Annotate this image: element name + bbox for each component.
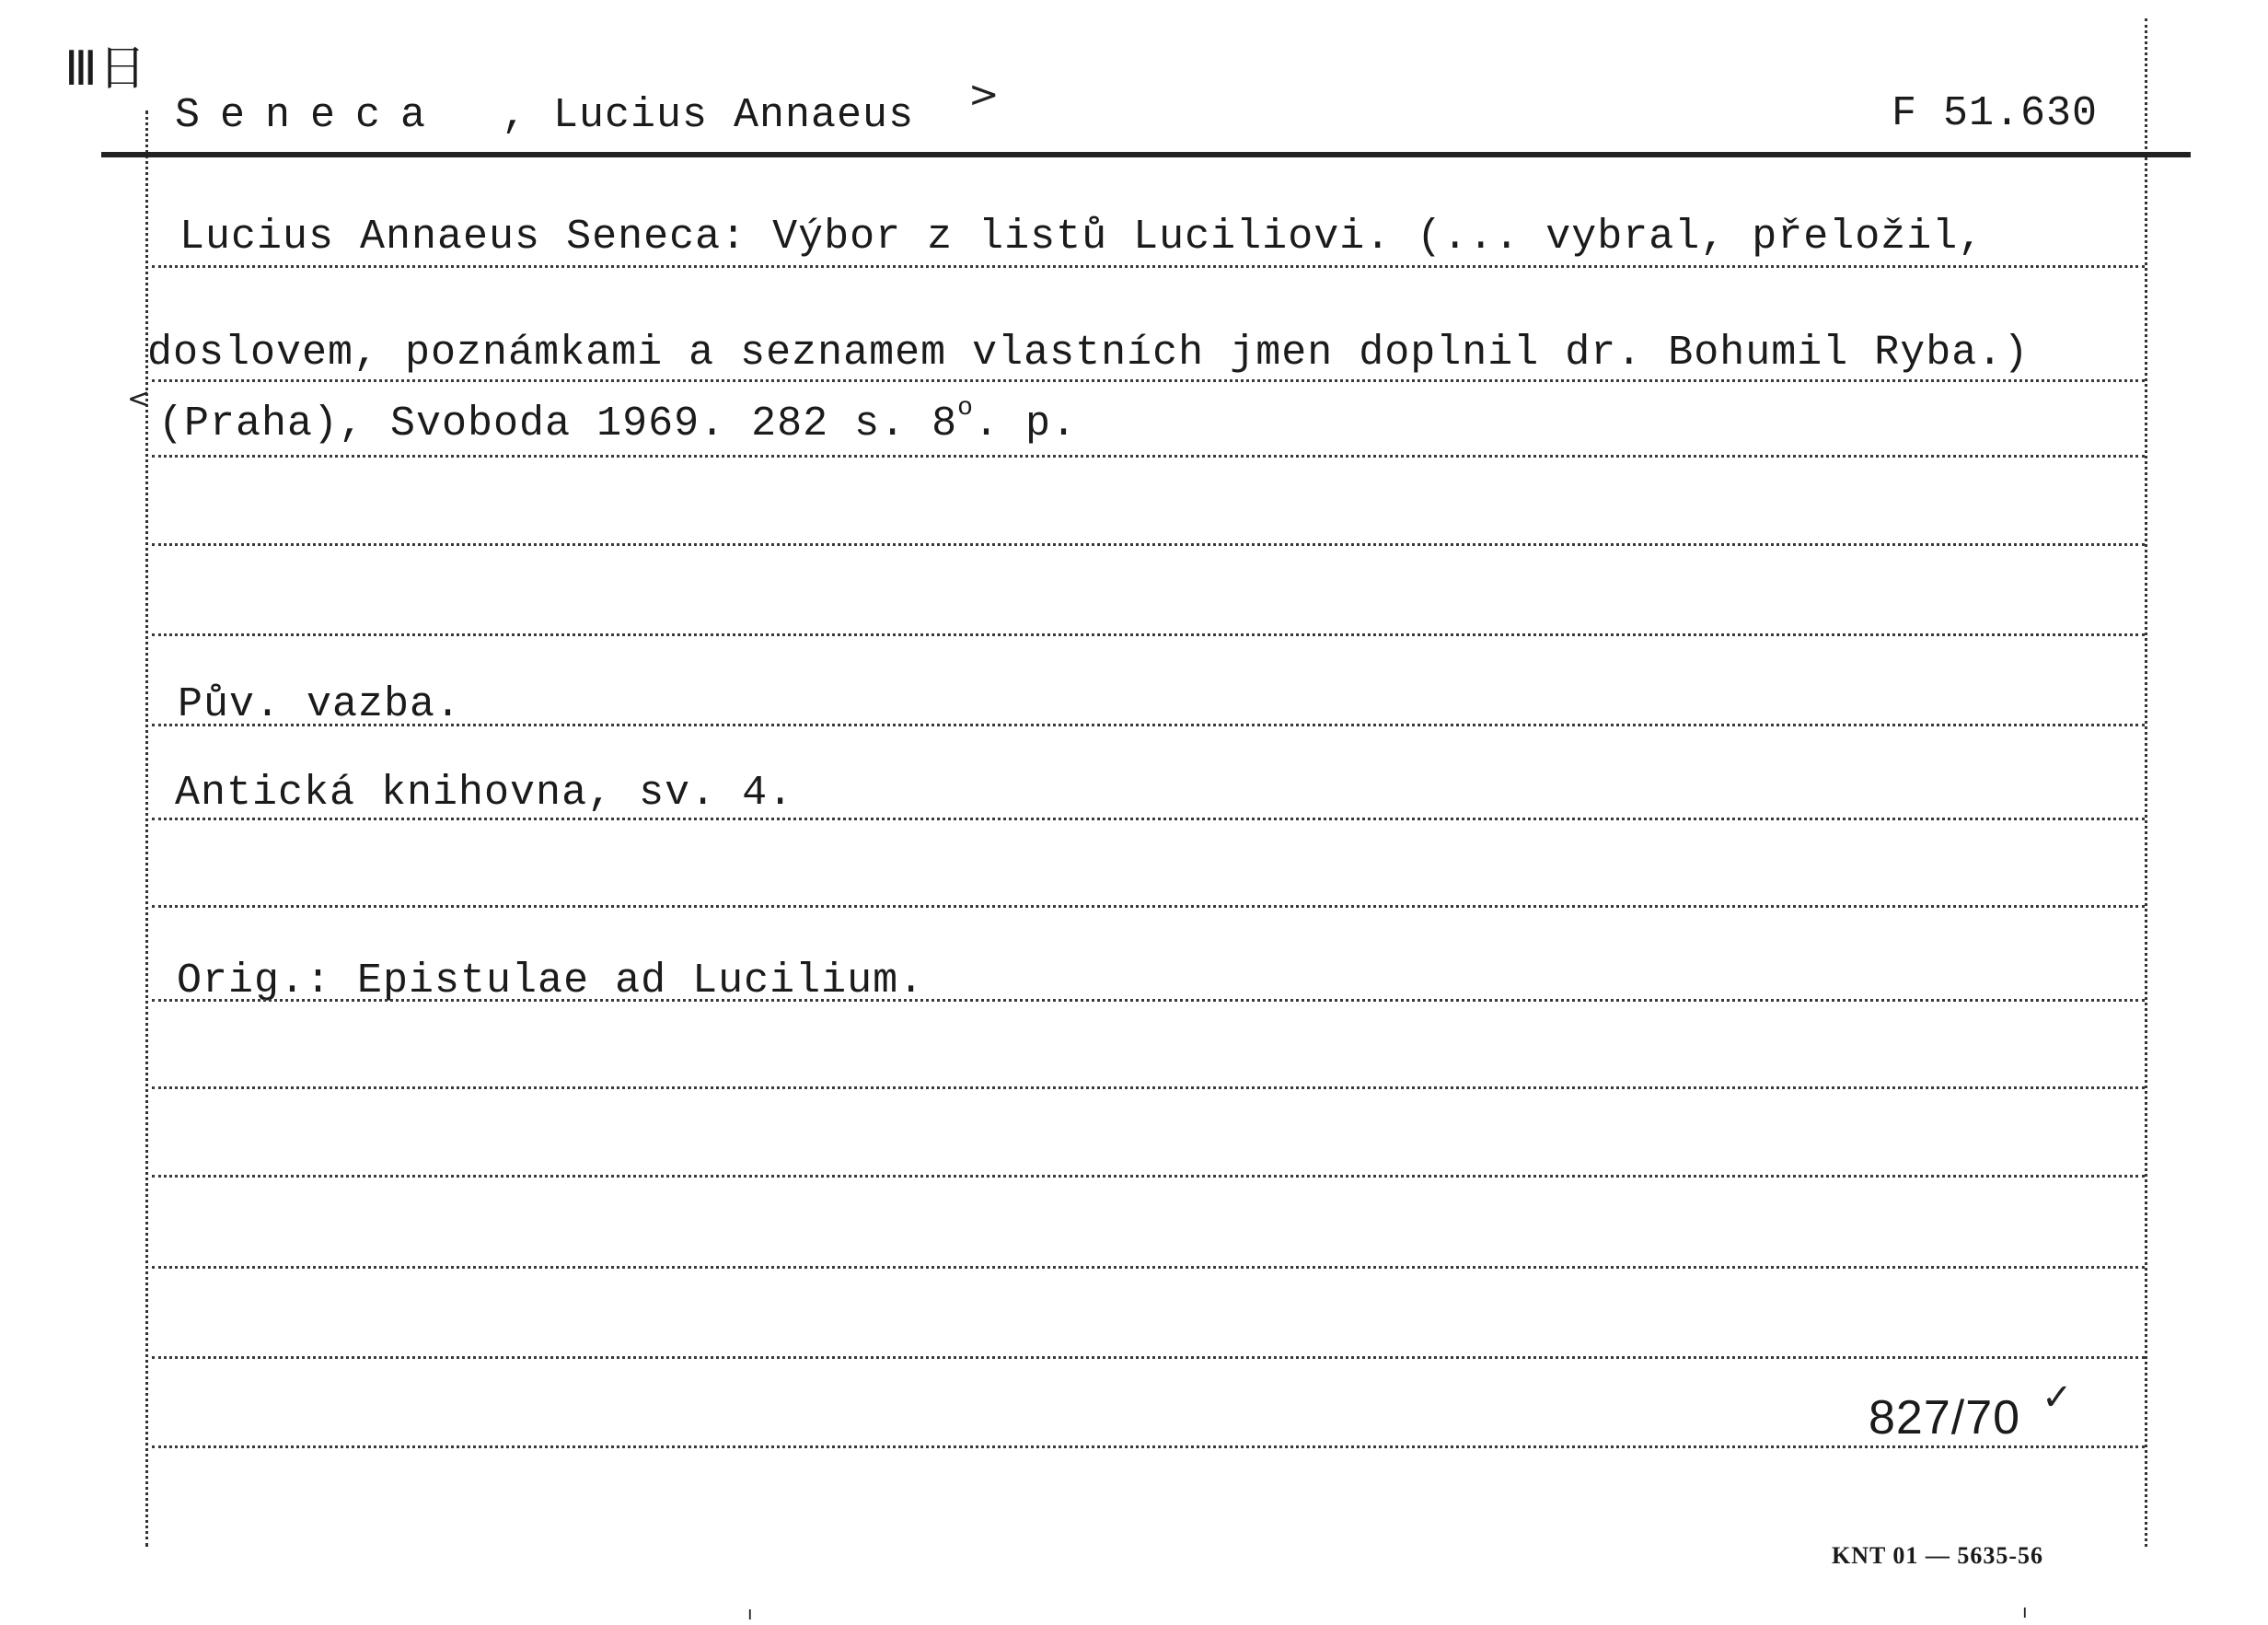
entry-line-3-text: (Praha), Svoboda 1969. 282 s. 8	[158, 400, 958, 447]
rule-6	[152, 724, 2145, 726]
accession-number: 827/70	[1869, 1391, 2021, 1445]
entry-line-3-sup: o	[957, 394, 974, 423]
entry-line-3-end: . p.	[973, 400, 1077, 447]
original-title-note: Orig.: Epistulae ad Lucilium.	[177, 958, 925, 1004]
header-rule	[101, 152, 2191, 157]
bracket-mark-2: <	[127, 383, 151, 415]
series-note: Antická knihovna, sv. 4.	[175, 770, 794, 817]
rule-4	[152, 543, 2145, 546]
author-surname: Seneca	[175, 92, 446, 139]
rule-1	[152, 265, 2145, 268]
rule-8	[152, 905, 2145, 908]
stray-mark: ı	[2022, 1600, 2028, 1622]
rule-2	[152, 379, 2145, 382]
bracket-mark: >	[968, 74, 1000, 116]
entry-line-1: Lucius Annaeus Seneca: Výbor z listů Luciliovi. (... vybral, přeložil,	[179, 214, 1984, 261]
rule-11	[152, 1175, 2145, 1178]
corner-mark: Ⅲ日	[64, 42, 147, 96]
check-mark-icon: ✓	[2042, 1376, 2073, 1419]
footer-code: KNT 01 — 5635-56	[1832, 1542, 2044, 1569]
stray-mark: ı	[747, 1602, 753, 1624]
rule-10	[152, 1086, 2145, 1089]
entry-line-2: doslovem, poznámkami a seznamem vlastních jmen doplnil dr. Bohumil Ryba.)	[147, 330, 2030, 377]
rule-13	[152, 1356, 2145, 1359]
rule-12	[152, 1266, 2145, 1269]
binding-note: Pův. vazba.	[178, 681, 462, 728]
rule-9	[152, 999, 2145, 1002]
author-given-names: , Lucius Annaeus	[502, 92, 915, 139]
rule-7	[152, 818, 2145, 820]
right-margin-line	[2145, 18, 2147, 1547]
rule-14	[152, 1445, 2145, 1448]
rule-3	[152, 455, 2145, 458]
rule-5	[152, 633, 2145, 636]
left-margin-line	[145, 110, 148, 1547]
entry-line-3	[158, 394, 1077, 447]
call-number: F 51.630	[1892, 90, 2099, 137]
